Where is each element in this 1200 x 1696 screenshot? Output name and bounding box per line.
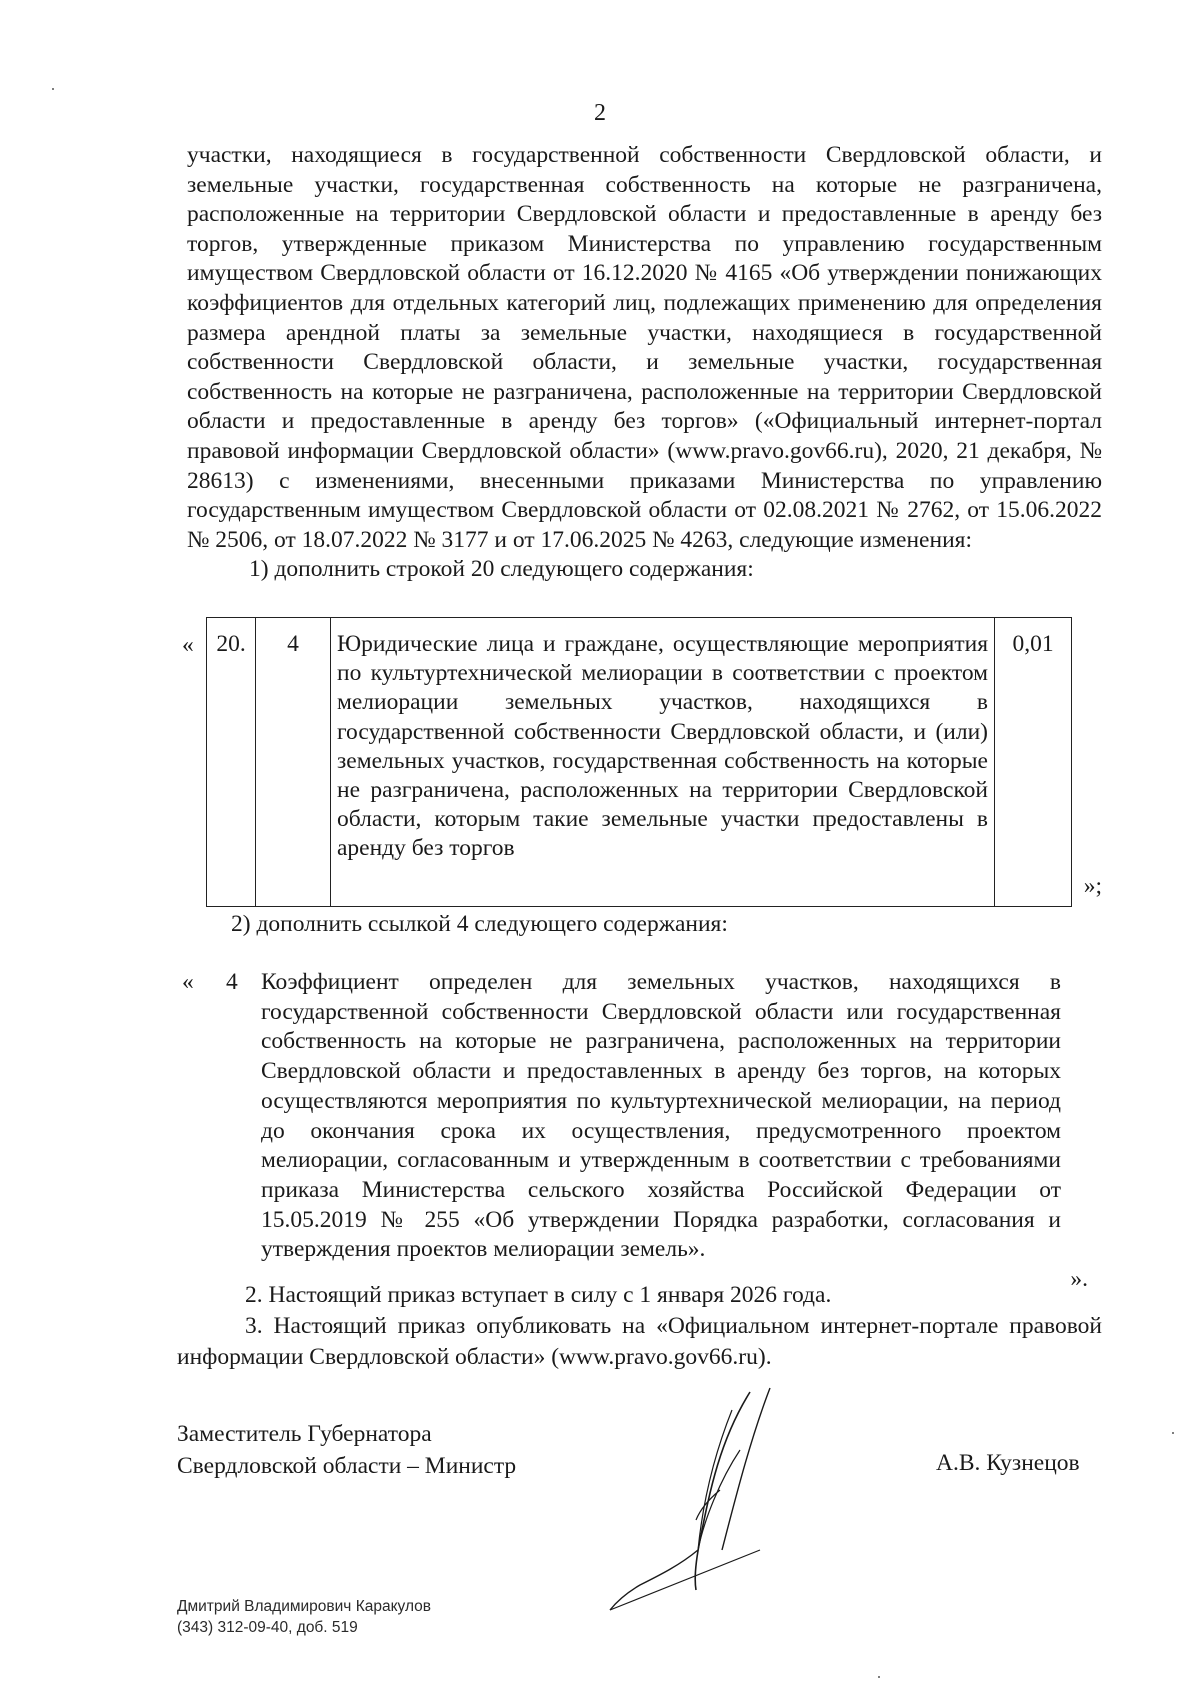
table-close-quote: »; xyxy=(1083,872,1102,899)
position-line-2: Свердловской области – Министр xyxy=(177,1453,517,1479)
point-2: 2. Настоящий приказ вступает в силу с 1 января 2026 года. xyxy=(245,1282,832,1308)
item-2-block xyxy=(187,910,1102,940)
row-description-cell: Юридические лица и граждане, осуществляющие мероприятия по культуртехнической мелиорации в соответствии с проектом мелиорации земельных участков, находящихся в государственной собственности Свердловской области, и (или) земельных участков, государственная собственность на которые не разграничена, расположенных на территории Свердловской области, которым такие земельные участки предоставлены в аренду без торгов xyxy=(331,618,995,907)
amendment-table xyxy=(206,617,1072,907)
handwritten-signature-image xyxy=(600,1380,810,1630)
executor-info xyxy=(177,1596,431,1638)
item-2-text: 2) дополнить ссылкой 4 следующего содержания: xyxy=(231,911,728,937)
row-number-cell: 20. xyxy=(207,618,256,907)
main-paragraph-block xyxy=(187,141,1102,585)
scan-speck xyxy=(1172,1432,1174,1434)
table-open-quote: « xyxy=(182,632,194,658)
executor-phone: (343) 312-09-40, доб. 519 xyxy=(177,1619,358,1636)
final-points xyxy=(177,1280,1102,1373)
row-reference-cell: 4 xyxy=(256,618,331,907)
amendment-table-block xyxy=(182,617,1102,907)
signatory-position xyxy=(177,1418,516,1482)
scan-speck xyxy=(52,88,54,90)
executor-name: Дмитрий Владимирович Каракулов xyxy=(177,1598,432,1615)
scan-speck xyxy=(878,1676,880,1678)
signatory-name: А.В. Кузнецов xyxy=(936,1450,1080,1476)
point-3: 3. Настоящий приказ опубликовать на «Официальном интернет-портале правовой информации Свердловской области» (www.pravo.gov66.ru). xyxy=(177,1313,1102,1370)
page-number: 2 xyxy=(594,100,606,126)
footnote-close-quote: ». xyxy=(1070,1266,1088,1292)
position-line-1: Заместитель Губернатора xyxy=(177,1421,432,1447)
row-coefficient-cell: 0,01 xyxy=(995,618,1072,907)
table-row xyxy=(207,618,1072,907)
footnote-open-quote: « xyxy=(182,969,194,995)
main-paragraph: участки, находящиеся в государственной собственности Свердловской области, и земельные участки, государственная собственность на которые не разграничена, расположенные на территории Свердловской области и предоставленные в аренду без торгов, утвержденные приказом Министерства по управлению государственным имуществом Свердловской области от 16.12.2020 № 4165 «Об утверждении понижающих коэффициентов для отдельных категорий лиц, подлежащих применению для определения размера арендной платы за земельные участки, находящиеся в государственной собственности Свердловской области, и земельные участки, государственная собственность на которые не разграничена, расположенные на территории Свердловской области и предоставленные в аренду без торгов» («Официальный интернет-портал правовой информации Свердловской области» (www.pravo.gov66.ru), 2020, 21 декабря, № 28613) с изменениями, внесенными приказами Министерства по управлению государственным имуществом Свердловской области от 02.08.2021 № 2762, от 15.06.2022 № 2506, от 18.07.2022 № 3177 и от 17.06.2025 № 4263, следующие изменения: xyxy=(187,142,1102,553)
item-1-text: 1) дополнить строкой 20 следующего содержания: xyxy=(249,556,754,583)
footnote-text: Коэффициент определен для земельных участков, находящихся в государственной собственности Свердловской области или государственная собственность на которые не разграничена, расположенных на территории Свердловской области и предоставленных в аренду без торгов, на которых осуществляются мероприятия по культуртехнической мелиорации, на период до окончания срока их осуществления, предусмотренного проектом мелиорации, согласованным и утвержденным в соответствии с требованиями приказа Министерства сельского хозяйства Российской Федерации от 15.05.2019 № 255 «Об утверждении Порядка разработки, согласования и утверждения проектов мелиорации земель». xyxy=(261,969,1061,1263)
footnote-mark: 4 xyxy=(226,969,238,995)
